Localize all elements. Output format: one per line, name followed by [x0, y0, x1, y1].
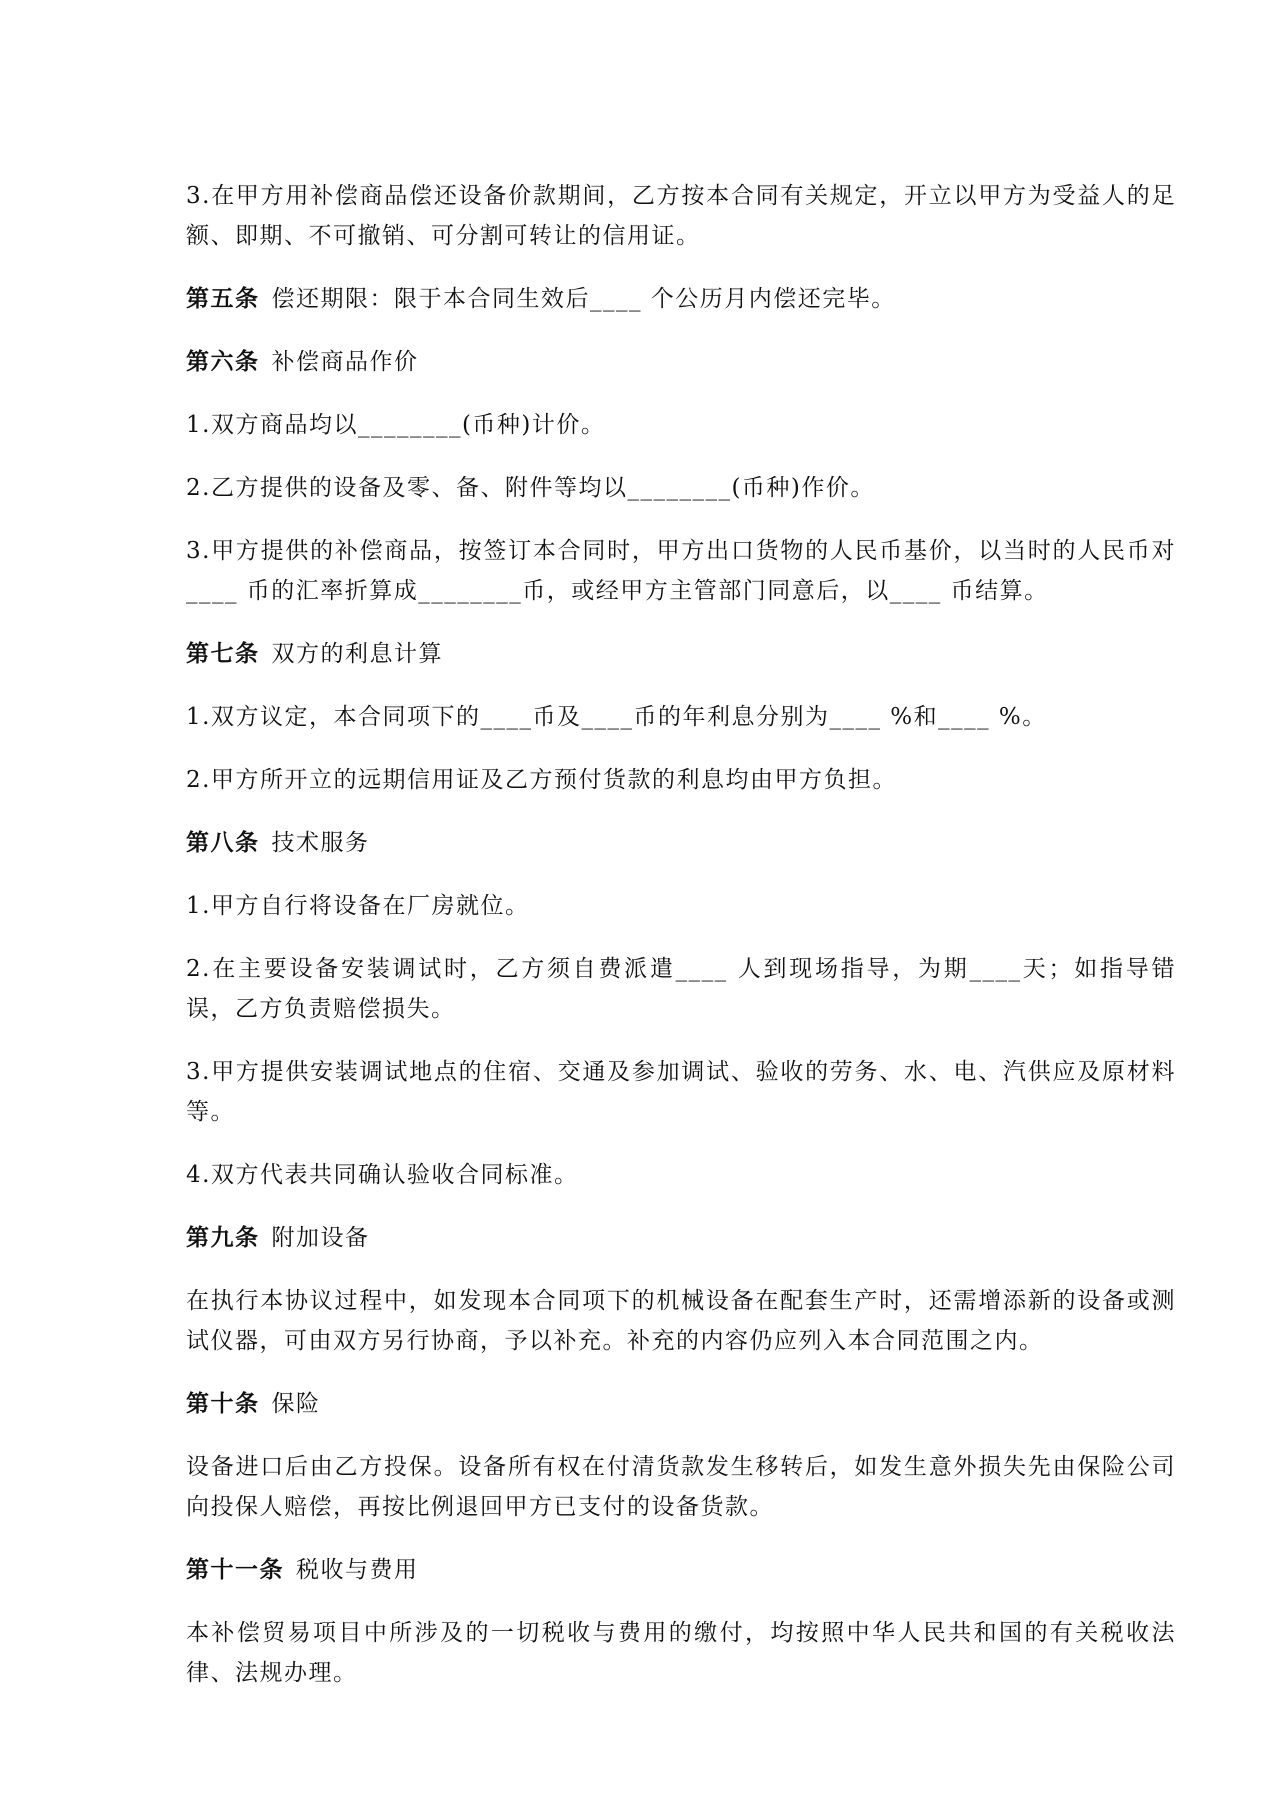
- article-number: 第七条: [186, 640, 260, 667]
- article-number: 第六条: [186, 348, 260, 375]
- article-7-item-1: 1.双方议定，本合同项下的____币及____币的年利息分别为____ %和____ %。: [186, 704, 1047, 730]
- article-5-heading: [186, 279, 1176, 319]
- clause-4-item-3: 3.在甲方用补偿商品偿还设备价款期间，乙方按本合同有关规定，开立以甲方为受益人的足额、即期、不可撤销、可分割可转让的信用证。: [186, 183, 1176, 249]
- article-title: 补偿商品作价: [271, 349, 419, 375]
- article-6-item-1: 1.双方商品均以________(币种)计价。: [186, 412, 606, 438]
- article-8-heading: [186, 823, 1176, 863]
- article-title: 双方的利息计算: [271, 641, 443, 667]
- article-title: 偿还期限：限于本合同生效后____ 个公历月内偿还完毕。: [271, 286, 896, 312]
- article-title: 税收与费用: [296, 1557, 419, 1583]
- article-10-body: 设备进口后由乙方投保。设备所有权在付清货款发生移转后，如发生意外损失先由保险公司向投保人赔偿，再按比例退回甲方已支付的设备货款。: [186, 1454, 1176, 1520]
- article-number: 第五条: [186, 285, 260, 312]
- article-number: 第十一条: [186, 1556, 284, 1583]
- article-number: 第十条: [186, 1390, 260, 1417]
- article-7-heading: [186, 634, 1176, 674]
- article-11-heading: [186, 1550, 1176, 1590]
- article-title: 技术服务: [271, 830, 370, 856]
- article-number: 第八条: [186, 829, 260, 856]
- article-8-item-3: 3.甲方提供安装调试地点的住宿、交通及参加调试、验收的劳务、水、电、汽供应及原材料等。: [186, 1059, 1176, 1125]
- article-7-item-2: 2.甲方所开立的远期信用证及乙方预付货款的利息均由甲方负担。: [186, 767, 897, 793]
- article-8-item-4: 4.双方代表共同确认验收合同标准。: [186, 1162, 579, 1188]
- article-title: 保险: [271, 1391, 321, 1417]
- document-page: [186, 176, 1176, 1716]
- article-8-item-1: 1.甲方自行将设备在厂房就位。: [186, 893, 530, 919]
- article-title: 附加设备: [271, 1225, 370, 1251]
- article-11-body: 本补偿贸易项目中所涉及的一切税收与费用的缴付，均按照中华人民共和国的有关税收法律、法规办理。: [186, 1620, 1176, 1686]
- article-9-body: 在执行本协议过程中，如发现本合同项下的机械设备在配套生产时，还需增添新的设备或测试仪器，可由双方另行协商，予以补充。补充的内容仍应列入本合同范围之内。: [186, 1288, 1176, 1354]
- article-6-item-3: 3.甲方提供的补偿商品，按签订本合同时，甲方出口货物的人民币基价，以当时的人民币对____ 币的汇率折算成________币，或经甲方主管部门同意后，以____ 币结算。: [186, 538, 1176, 604]
- article-6-item-2: 2.乙方提供的设备及零、备、附件等均以________(币种)作价。: [186, 475, 875, 501]
- article-9-heading: [186, 1218, 1176, 1258]
- article-number: 第九条: [186, 1224, 260, 1251]
- article-8-item-2: 2.在主要设备安装调试时，乙方须自费派遣____ 人到现场指导，为期____天；如指导错误，乙方负责赔偿损失。: [186, 956, 1176, 1022]
- article-6-heading: [186, 342, 1176, 382]
- article-10-heading: [186, 1384, 1176, 1424]
